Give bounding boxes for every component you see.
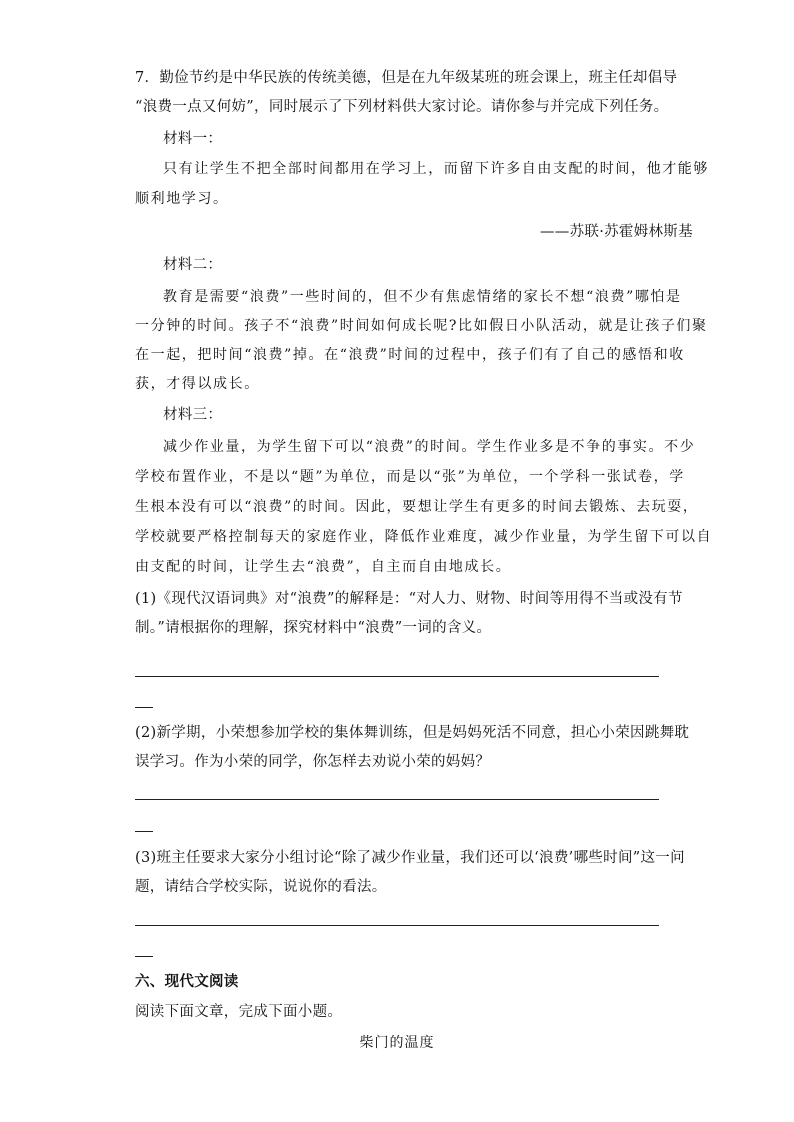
subquestion-1-line-1: (1)《现代汉语词典》对“浪费”的解释是：“对人力、财物、时间等用得不当或没有节 (135, 591, 683, 607)
material-1-attribution: ——苏联·苏霍姆林斯基 (540, 224, 693, 240)
material-3-line-5: 由支配的时间，让学生去“浪费”，自主而自由地成长。 (135, 559, 512, 575)
material-3-line-3: 生根本没有可以“浪费”的时间。因此，要想让学生有更多的时间去锻炼、去玩耍， (135, 499, 699, 515)
subquestion-2-line-1: (2)新学期，小荣想参加学校的集体舞训练，但是妈妈死活不同意，担心小荣因跳舞耽 (135, 725, 690, 741)
question-7-line-1: 7．勤俭节约是中华民族的传统美德，但是在九年级某班的班会课上，班主任却倡导 (135, 70, 678, 86)
material-3-line-1: 减少作业量，为学生留下可以“浪费”的时间。学生作业多是不争的事实。不少 (163, 439, 696, 455)
answer-line-1-continuation (135, 707, 153, 708)
subquestion-2-line-2: 误学习。作为小荣的同学，你怎样去劝说小荣的妈妈？ (135, 754, 491, 770)
subquestion-1-line-2: 制。”请根据你的理解，探究材料中“浪费”一词的含义。 (135, 620, 492, 636)
subquestion-3-line-2: 题，请结合学校实际，说说你的看法。 (135, 879, 387, 895)
material-1-line-2: 顺利地学习。 (135, 191, 229, 207)
answer-line-3[interactable] (135, 925, 659, 926)
question-7-line-2: “浪费一点又何妨”，同时展示了下列材料供大家讨论。请你参与并完成下列任务。 (135, 99, 669, 115)
subquestion-3-line-1: (3)班主任要求大家分小组讨论“除了减少作业量，我们还可以‘浪费’哪些时间”这一问 (135, 850, 685, 866)
article-title: 柴门的温度 (359, 1035, 435, 1051)
material-2-line-4: 获，才得以成长。 (135, 376, 260, 392)
section-6-heading: 六、现代文阅读 (135, 973, 239, 990)
material-2-line-2: 一分钟的时间。孩子不“浪费”时间如何成长呢?比如假日小队活动，就是让孩子们聚 (135, 318, 708, 334)
material-1-line-1: 只有让学生不把全部时间都用在学习上，而留下许多自由支配的时间，他才能够 (163, 161, 709, 177)
material-3-line-4: 学校就要严格控制每天的家庭作业，降低作业难度，减少作业量，为学生留下可以自 (135, 529, 713, 545)
material-2-line-1: 教育是需要“浪费”一些时间的，但不少有焦虑情绪的家长不想“浪费”哪怕是 (163, 289, 682, 305)
material-3-label: 材料三： (163, 407, 223, 423)
answer-line-2[interactable] (135, 799, 659, 800)
answer-line-2-continuation (135, 831, 153, 832)
section-6-instruction: 阅读下面文章，完成下面小题。 (135, 1004, 343, 1020)
material-1-label: 材料一： (163, 131, 223, 147)
answer-line-3-continuation (135, 956, 153, 957)
material-2-line-3: 在一起，把时间“浪费”掉。在“浪费”时间的过程中，孩子们有了自己的感悟和收 (135, 347, 685, 363)
answer-line-1[interactable] (135, 676, 659, 677)
material-2-label: 材料二： (163, 257, 223, 273)
material-3-line-2: 学校布置作业，不是以“题”为单位，而是以“张”为单位，一个学科一张试卷，学 (135, 469, 685, 485)
